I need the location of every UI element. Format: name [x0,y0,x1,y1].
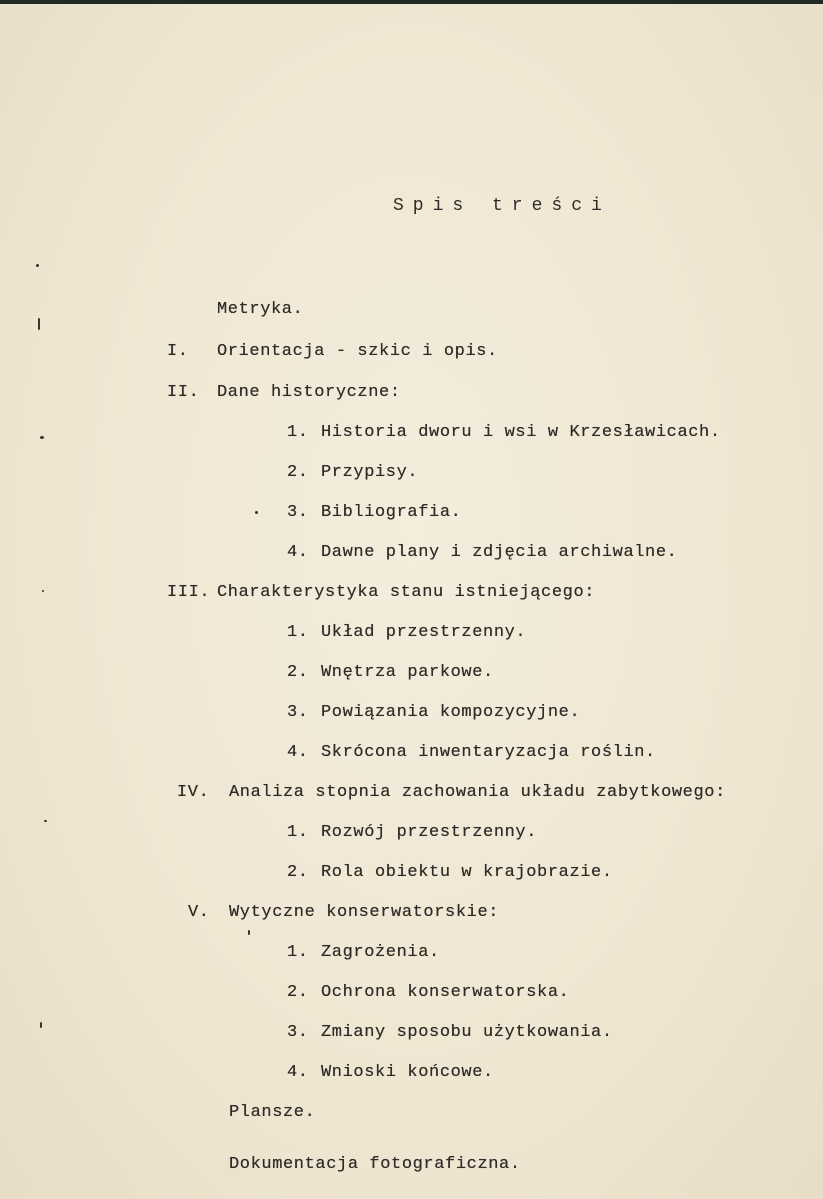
toc-entry-number: 1. [287,823,309,842]
toc-entry-number: 4. [287,743,309,762]
toc-entry-number: IV. [177,783,210,802]
page-top-edge [0,0,823,4]
toc-entry-number: V. [188,903,210,922]
paper-speck [38,318,40,330]
toc-entry-text: Zagrożenia. [321,943,440,962]
toc-entry-number: 3. [287,1023,309,1042]
toc-entry-text: Dokumentacja fotograficzna. [229,1155,521,1174]
toc-entry-text: Orientacja - szkic i opis. [217,342,498,361]
toc-entry-number: 1. [287,943,309,962]
paper-speck [36,264,39,267]
toc-entry-text: Dawne plany i zdjęcia archiwalne. [321,543,678,562]
paper-speck [42,590,44,592]
toc-entry-text: Metryka. [217,300,304,319]
toc-entry-number: II. [167,383,200,402]
toc-entry-text: Bibliografia. [321,503,462,522]
toc-entry-number: 2. [287,663,309,682]
toc-entry-text: Rola obiektu w krajobrazie. [321,863,613,882]
toc-entry-text: Wnętrza parkowe. [321,663,494,682]
toc-entry-number: 2. [287,463,309,482]
toc-entry-number: 3. [287,503,309,522]
paper-speck [248,930,250,935]
paper-speck [40,436,44,439]
toc-entry-text: Układ przestrzenny. [321,623,527,642]
toc-entry-text: Zmiany sposobu użytkowania. [321,1023,613,1042]
toc-entry-text: Wytyczne konserwatorskie: [229,903,500,922]
toc-entry-number: I. [167,342,189,361]
toc-entry-text: Powiązania kompozycyjne. [321,703,581,722]
toc-entry-number: 4. [287,543,309,562]
toc-entry-text: Rozwój przestrzenny. [321,823,538,842]
paper-speck [44,820,47,822]
toc-entry-number: 1. [287,623,309,642]
toc-entry-number: 1. [287,423,309,442]
paper-speck [40,1022,42,1028]
toc-entry-text: Skrócona inwentaryzacja roślin. [321,743,656,762]
toc-entry-number: 2. [287,983,309,1002]
toc-entry-number: 2. [287,863,309,882]
toc-entry-text: Charakterystyka stanu istniejącego: [217,583,596,602]
toc-entry-text: Przypisy. [321,463,419,482]
toc-entry-number: 4. [287,1063,309,1082]
toc-entry-text: Analiza stopnia zachowania układu zabytkowego: [229,783,726,802]
toc-entry-text: Dane historyczne: [217,383,401,402]
toc-entry-text: Ochrona konserwatorska. [321,983,570,1002]
paper-speck [255,511,258,514]
toc-entry-text: Wnioski końcowe. [321,1063,494,1082]
toc-entry-number: III. [167,583,211,602]
toc-entry-text: Plansze. [229,1103,316,1122]
toc-entry-number: 3. [287,703,309,722]
document-title: Spis treści [393,196,611,216]
toc-entry-text: Historia dworu i wsi w Krzesławicach. [321,423,721,442]
